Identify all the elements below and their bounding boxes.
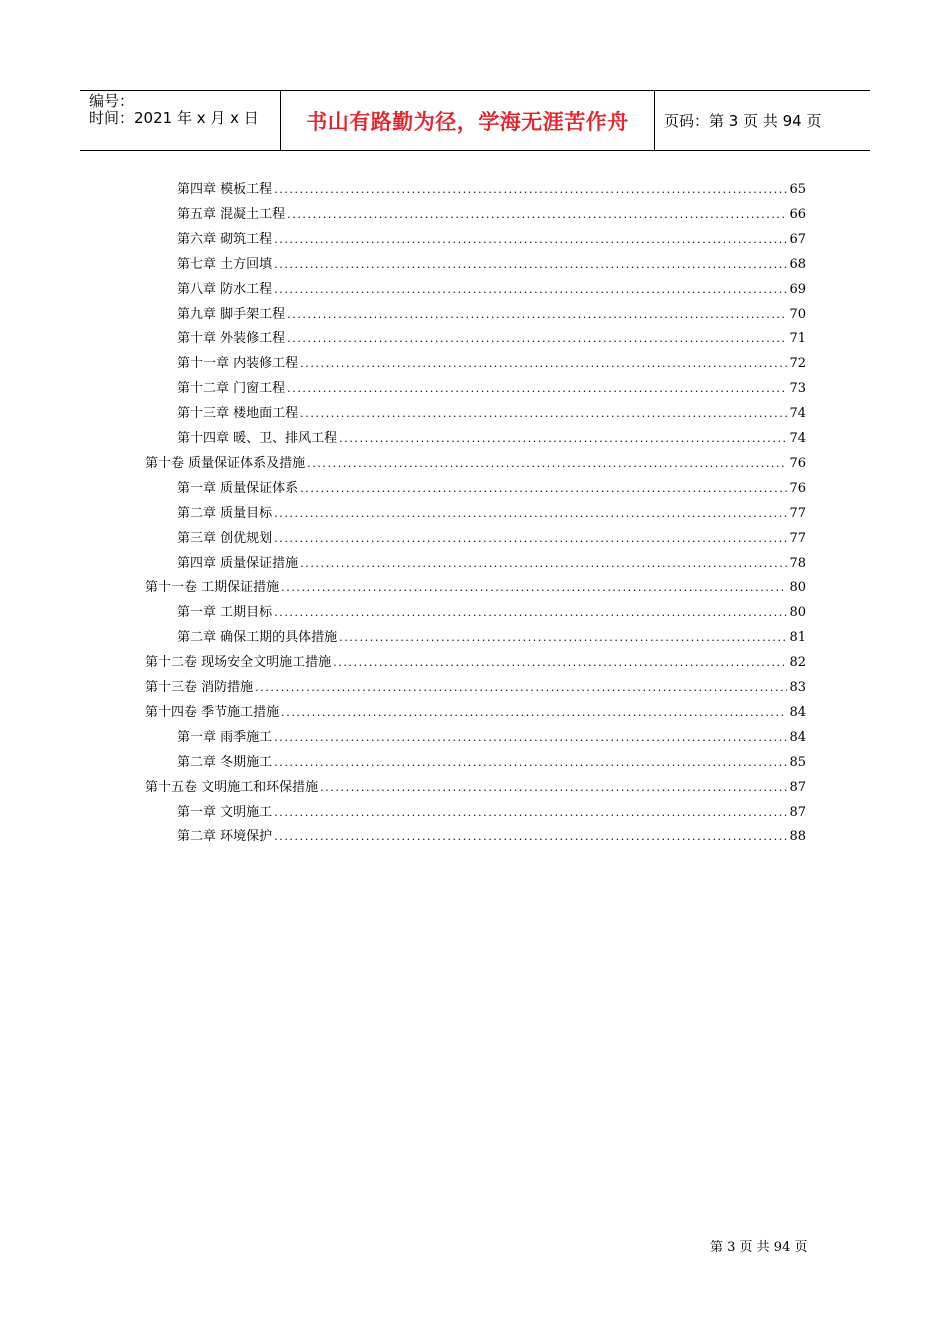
toc-entry-page-number: 74	[789, 406, 806, 422]
toc-volume-entry[interactable]	[145, 653, 806, 673]
toc-volume-entry[interactable]	[145, 578, 806, 598]
toc-dot-leader	[287, 329, 787, 349]
toc-entry-title: 第十三卷 消防措施	[145, 680, 254, 695]
toc-entry-page-number: 81	[789, 630, 806, 646]
toc-entry-page-number: 67	[789, 231, 806, 247]
toc-entry-title: 第二章 质量目标	[177, 505, 273, 521]
toc-chapter-entry[interactable]	[177, 205, 806, 225]
toc-entry-title: 第十四卷 季节施工措施	[145, 704, 280, 720]
toc-entry-page-number: 65	[789, 182, 806, 197]
toc-entry-page-number: 83	[789, 680, 806, 695]
toc-dot-leader	[274, 504, 787, 524]
toc-entry-page-number: 73	[789, 381, 806, 397]
toc-dot-leader	[274, 803, 787, 823]
toc-entry-page-number: 87	[789, 804, 806, 820]
toc-dot-leader	[287, 379, 787, 399]
toc-dot-leader	[274, 728, 787, 748]
toc-entry-title: 第七章 土方回填	[177, 256, 273, 272]
toc-entry-page-number: 88	[789, 829, 806, 845]
toc-entry-title: 第二章 确保工期的具体措施	[177, 630, 338, 646]
toc-entry-title: 第五章 混凝土工程	[177, 206, 286, 222]
toc-chapter-entry[interactable]	[177, 180, 806, 200]
toc-dot-leader	[274, 280, 787, 300]
toc-entry-title: 第十一卷 工期保证措施	[145, 580, 280, 596]
toc-dot-leader	[333, 653, 787, 673]
toc-chapter-entry[interactable]	[177, 255, 806, 275]
toc-dot-leader	[320, 778, 787, 798]
toc-entry-title: 第三章 创优规划	[177, 530, 273, 546]
toc-dot-leader	[274, 603, 787, 623]
footer-page-number: 第 3 页 共 94 页	[710, 1240, 808, 1255]
toc-entry-page-number: 77	[789, 505, 806, 521]
toc-entry-title: 第十卷 质量保证体系及措施	[145, 455, 306, 471]
toc-dot-leader	[255, 678, 787, 698]
toc-entry-page-number: 76	[789, 480, 806, 496]
header-info-cell	[80, 91, 281, 150]
toc-chapter-entry[interactable]	[177, 803, 806, 823]
toc-chapter-entry[interactable]	[177, 280, 806, 300]
toc-dot-leader	[300, 354, 787, 374]
toc-chapter-entry[interactable]	[177, 628, 806, 648]
toc-entry-page-number: 84	[789, 729, 806, 745]
page-header	[80, 90, 870, 151]
toc-entry-page-number: 82	[789, 655, 806, 671]
header-page-number: 页码：第 3 页 共 94 页	[664, 112, 822, 130]
toc-entry-page-number: 66	[789, 206, 806, 222]
toc-entry-page-number: 80	[789, 580, 806, 596]
toc-entry-page-number: 78	[789, 555, 806, 571]
toc-dot-leader	[274, 255, 787, 275]
toc-volume-entry[interactable]	[145, 454, 806, 474]
document-date-label: 时间：2021 年 x 月 x 日	[89, 109, 259, 127]
toc-dot-leader	[307, 454, 787, 474]
toc-dot-leader	[287, 305, 787, 325]
toc-chapter-entry[interactable]	[177, 504, 806, 524]
toc-chapter-entry[interactable]	[177, 329, 806, 349]
toc-entry-title: 第一章 雨季施工	[177, 729, 273, 745]
toc-entry-page-number: 84	[789, 704, 806, 720]
toc-entry-title: 第十五卷 文明施工和环保措施	[145, 779, 319, 795]
toc-dot-leader	[300, 479, 787, 499]
toc-dot-leader	[339, 628, 787, 648]
toc-entry-title: 第一章 质量保证体系	[177, 480, 299, 496]
toc-dot-leader	[300, 404, 787, 424]
toc-chapter-entry[interactable]	[177, 354, 806, 374]
toc-entry-title: 第四章 模板工程	[177, 182, 273, 197]
toc-entry-title: 第十章 外装修工程	[177, 331, 286, 347]
toc-dot-leader	[274, 529, 787, 549]
toc-dot-leader	[339, 429, 787, 449]
toc-volume-entry[interactable]	[145, 778, 806, 798]
toc-chapter-entry[interactable]	[177, 305, 806, 325]
toc-chapter-entry[interactable]	[177, 429, 806, 449]
toc-entry-page-number: 70	[789, 306, 806, 322]
toc-entry-page-number: 77	[789, 530, 806, 546]
toc-chapter-entry[interactable]	[177, 827, 806, 847]
toc-chapter-entry[interactable]	[177, 753, 806, 773]
toc-chapter-entry[interactable]	[177, 554, 806, 574]
toc-entry-title: 第十三章 楼地面工程	[177, 406, 299, 422]
toc-entry-title: 第一章 工期目标	[177, 605, 273, 621]
toc-chapter-entry[interactable]	[177, 603, 806, 623]
toc-entry-title: 第一章 文明施工	[177, 804, 273, 820]
toc-entry-title: 第二章 环境保护	[177, 829, 273, 845]
toc-entry-title: 第十二卷 现场安全文明施工措施	[145, 655, 332, 671]
toc-chapter-entry[interactable]	[177, 230, 806, 250]
toc-entry-page-number: 68	[789, 256, 806, 272]
header-motto: 书山有路勤为径，学海无涯苦作舟	[281, 91, 655, 150]
toc-dot-leader	[287, 205, 787, 225]
toc-chapter-entry[interactable]	[177, 728, 806, 748]
document-number-label: 编号：	[89, 92, 135, 110]
toc-chapter-entry[interactable]	[177, 479, 806, 499]
toc-dot-leader	[300, 554, 787, 574]
toc-entry-page-number: 69	[789, 281, 806, 297]
toc-entry-title: 第二章 冬期施工	[177, 754, 273, 770]
toc-entry-title: 第十四章 暖、卫、排风工程	[177, 431, 338, 446]
toc-entry-page-number: 85	[789, 754, 806, 770]
toc-entry-title: 第十二章 门窗工程	[177, 381, 286, 397]
toc-dot-leader	[281, 578, 787, 598]
toc-entry-page-number: 74	[789, 431, 806, 446]
toc-chapter-entry[interactable]	[177, 379, 806, 399]
toc-chapter-entry[interactable]	[177, 404, 806, 424]
toc-entry-title: 第十一章 内装修工程	[177, 356, 299, 372]
toc-volume-entry[interactable]	[145, 703, 806, 723]
toc-entry-page-number: 71	[789, 331, 806, 347]
toc-entry-title: 第九章 脚手架工程	[177, 306, 286, 322]
toc-entry-title: 第六章 砌筑工程	[177, 231, 273, 247]
toc-volume-entry[interactable]	[145, 678, 806, 698]
toc-dot-leader	[274, 230, 787, 250]
toc-entry-page-number: 76	[789, 455, 806, 471]
toc-chapter-entry[interactable]	[177, 529, 806, 549]
toc-dot-leader	[274, 753, 787, 773]
toc-dot-leader	[274, 180, 787, 200]
toc-entry-page-number: 80	[789, 605, 806, 621]
toc-entry-title: 第八章 防水工程	[177, 281, 273, 297]
toc-dot-leader	[281, 703, 787, 723]
toc-dot-leader	[274, 827, 787, 847]
toc-entry-page-number: 72	[789, 356, 806, 372]
toc-entry-title: 第四章 质量保证措施	[177, 555, 299, 571]
toc-entry-page-number: 87	[789, 779, 806, 795]
